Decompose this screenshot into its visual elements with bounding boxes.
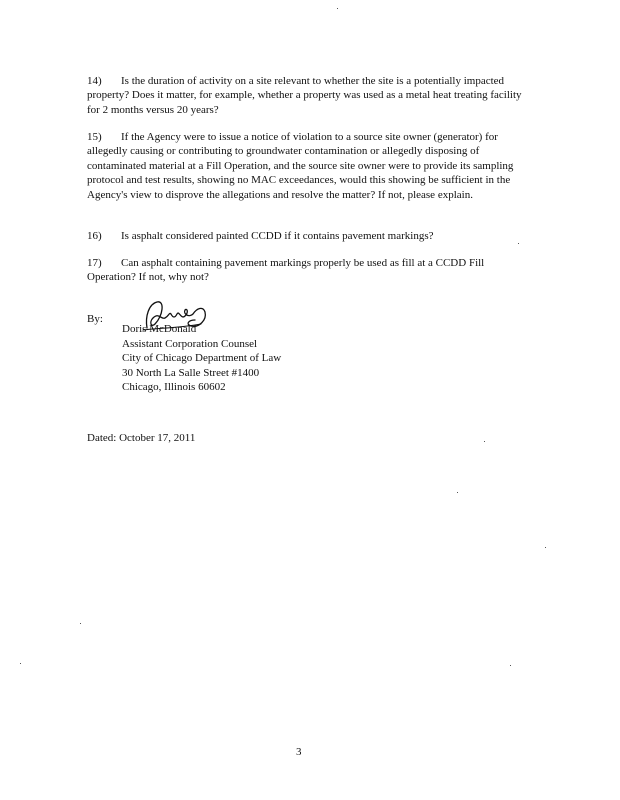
question-number: 14): [87, 75, 102, 87]
scan-speck: [20, 663, 21, 664]
signatory-details: [122, 322, 362, 395]
address-line-1: 30 North La Salle Street #1400: [122, 366, 260, 379]
scan-speck: [337, 8, 338, 9]
signatory-name: Doris McDonald: [122, 323, 197, 335]
scan-speck: [484, 441, 485, 442]
page-number: 3: [296, 746, 302, 758]
question-text: Can asphalt containing pavement markings properly be used as fill at a CCDD Fill Operation? If not, why not?: [87, 257, 485, 284]
scan-speck: [457, 492, 458, 493]
scan-speck: [545, 547, 546, 548]
by-label: By:: [87, 313, 103, 325]
signatory-title: Assistant Corporation Counsel: [122, 337, 258, 350]
scan-speck: [510, 665, 511, 666]
question-14: [87, 74, 527, 117]
address-line-2: Chicago, Illinois 60602: [122, 381, 226, 394]
question-number: 16): [87, 230, 102, 242]
scan-speck: [518, 243, 519, 244]
date-line: Dated: October 17, 2011: [87, 432, 196, 444]
question-15: [87, 130, 527, 202]
question-17: [87, 256, 527, 285]
question-number: 17): [87, 257, 102, 269]
question-text: Is the duration of activity on a site relevant to whether the site is a potentially impacted property? Does it matter, for example, whether a property was used as a metal heat treating facility for 2 months versus 20 years?: [87, 75, 522, 116]
scan-speck: [80, 623, 81, 624]
question-text: Is asphalt considered painted CCDD if it contains pavement markings?: [121, 230, 434, 242]
question-number: 15): [87, 131, 102, 143]
question-text: If the Agency were to issue a notice of violation to a source site owner (generator) for allegedly causing or contributing to groundwater contamination or allegedly disposing of contaminated material at a Fill Operation, and the source site owner were to provide its sampling protocol and test results, showing no MAC exceedances, would this showing be sufficient in the Agency's view to disprove the allegations and resolve the matter? If not, please explain.: [87, 131, 514, 201]
signatory-office: City of Chicago Department of Law: [122, 352, 282, 365]
question-16: [87, 229, 527, 243]
